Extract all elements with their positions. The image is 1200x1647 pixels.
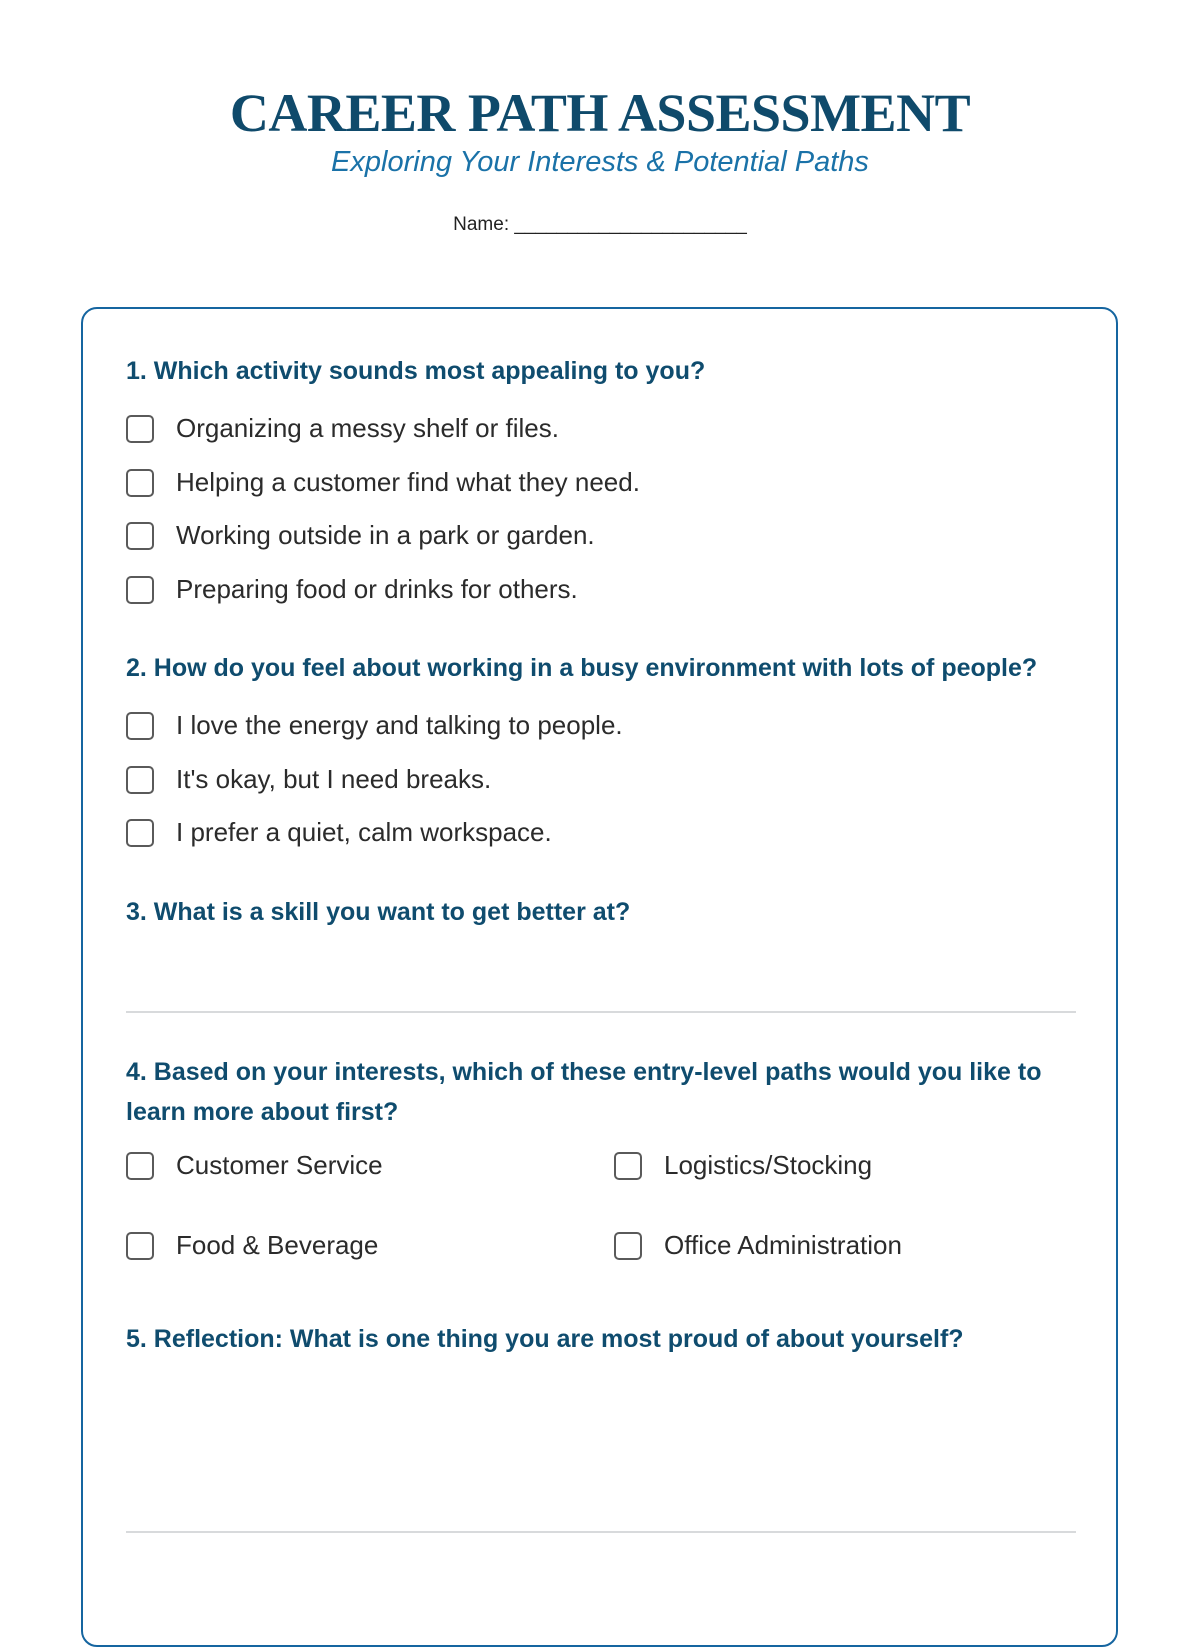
q1-option-2[interactable]: [126, 467, 640, 498]
option-label: I love the energy and talking to people.: [176, 710, 623, 740]
page-subtitle: Exploring Your Interests & Potential Paths: [331, 146, 869, 178]
page-title: CAREER PATH ASSESSMENT: [229, 83, 971, 143]
q4-option-logistics[interactable]: [614, 1150, 872, 1181]
option-label: Logistics/Stocking: [664, 1150, 873, 1180]
checkbox[interactable]: [126, 576, 154, 604]
checkbox[interactable]: [614, 1152, 642, 1180]
checkbox[interactable]: [126, 415, 154, 443]
q1-option-4[interactable]: [126, 574, 578, 605]
checkbox[interactable]: [126, 469, 154, 497]
q4-option-food-beverage[interactable]: [126, 1230, 378, 1261]
option-label: Food & Beverage: [176, 1230, 379, 1260]
checkbox[interactable]: [614, 1232, 642, 1260]
checkbox[interactable]: [126, 766, 154, 794]
checkbox[interactable]: [126, 1232, 154, 1260]
question-3-label: 3. What is a skill you want to get better at?: [126, 898, 631, 926]
q4-option-office-admin[interactable]: [614, 1230, 902, 1261]
name-field[interactable]: Name: ______________________: [453, 214, 747, 235]
question-4-label: 4. Based on your interests, which of these entry-level paths would you like to learn more about first?: [126, 1058, 1042, 1126]
q4-option-customer-service[interactable]: [126, 1150, 383, 1181]
option-label: Preparing food or drinks for others.: [176, 574, 578, 604]
q2-option-2[interactable]: [126, 764, 491, 795]
option-label: Office Administration: [664, 1230, 902, 1260]
question-2-label: 2. How do you feel about working in a busy environment with lots of people?: [126, 654, 1038, 682]
option-label: Working outside in a park or garden.: [176, 520, 595, 550]
option-label: Customer Service: [176, 1150, 383, 1180]
q1-option-3[interactable]: [126, 520, 595, 551]
q3-answer-line[interactable]: [126, 1011, 1076, 1013]
q2-option-1[interactable]: [126, 710, 623, 741]
option-label: Organizing a messy shelf or files.: [176, 413, 559, 443]
assessment-card: [81, 307, 1118, 1647]
question-1-label: 1. Which activity sounds most appealing to you?: [126, 357, 706, 385]
q2-option-3[interactable]: [126, 817, 552, 848]
option-label: I prefer a quiet, calm workspace.: [176, 817, 552, 847]
checkbox[interactable]: [126, 522, 154, 550]
q1-option-1[interactable]: [126, 413, 559, 444]
question-5-label: 5. Reflection: What is one thing you are most proud of about yourself?: [126, 1325, 964, 1353]
checkbox[interactable]: [126, 712, 154, 740]
checkbox[interactable]: [126, 819, 154, 847]
checkbox[interactable]: [126, 1152, 154, 1180]
option-label: Helping a customer find what they need.: [176, 467, 640, 497]
q5-answer-line[interactable]: [126, 1531, 1076, 1533]
option-label: It's okay, but I need breaks.: [176, 764, 492, 794]
